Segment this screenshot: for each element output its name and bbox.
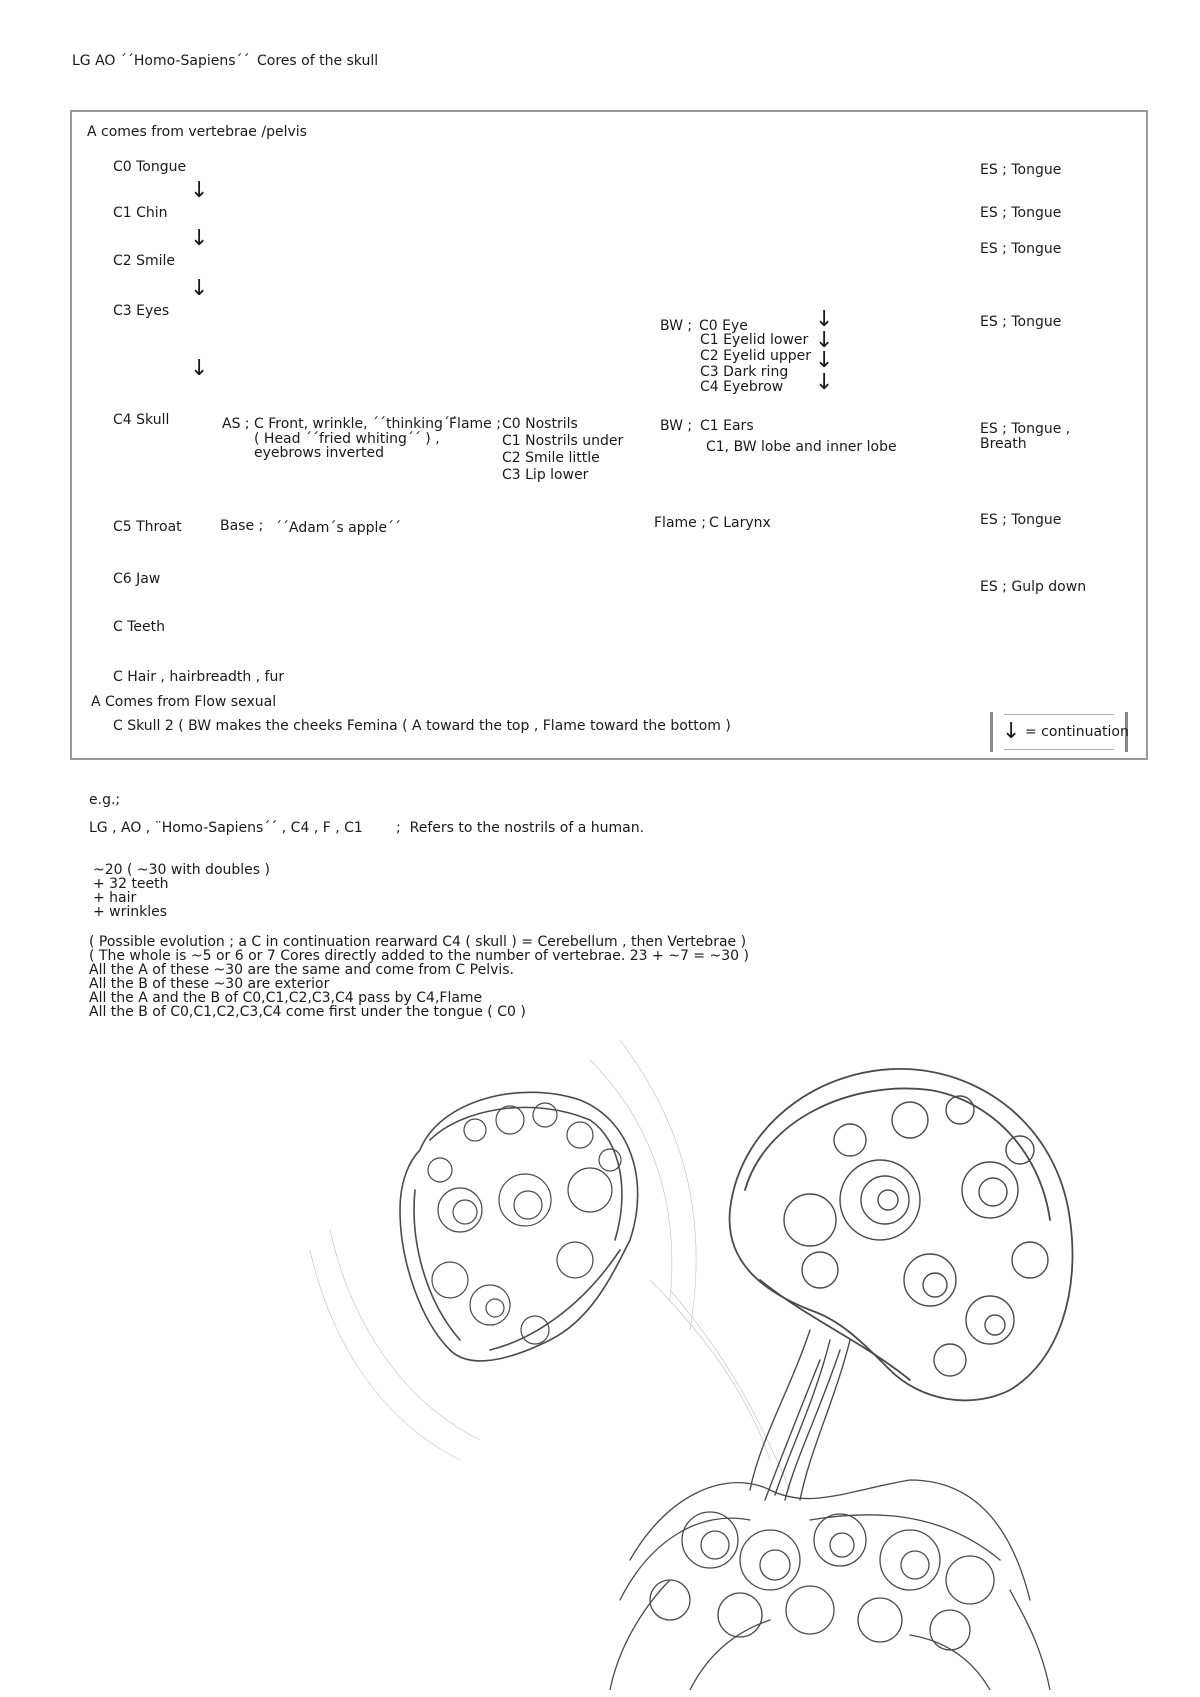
flame-skull-item: C2 Smile little (502, 450, 600, 466)
es-c4-breath: Breath (980, 436, 1027, 452)
bw-eye-item: C3 Dark ring (700, 364, 789, 380)
es-c6: ES ; Gulp down (980, 579, 1087, 595)
continuation-arrow: ↓ (190, 276, 209, 301)
as-skull-prefix: AS ; (222, 416, 250, 432)
bw-skull-ears: C1 Ears (700, 418, 754, 434)
es-c4: ES ; Tongue , (980, 421, 1071, 437)
example-meaning: ; Refers to the nostrils of a human. (396, 820, 645, 836)
flow-note: A Comes from Flow sexual (91, 694, 277, 710)
bw-eye-item: C0 Eye (699, 318, 748, 334)
bw-skull-lobe: C1, BW lobe and inner lobe (706, 439, 897, 455)
continuation-arrow: ↓ (815, 328, 834, 353)
as-skull-line: eyebrows inverted (254, 445, 385, 461)
larynx: C Larynx (709, 515, 771, 531)
core-c4: C4 Skull (113, 412, 170, 428)
adams-apple: ´´Adam´s apple´´ (275, 520, 402, 536)
note-line: All the A and the B of C0,C1,C2,C3,C4 pass by C4,Flame (89, 990, 483, 1006)
core-c0: C0 Tongue (113, 159, 187, 175)
note-line: ( The whole is ~5 or 6 or 7 Cores directly added to the number of vertebrae. 23 + ~7 = ~30 ) (89, 948, 749, 964)
core-teeth: C Teeth (113, 619, 165, 635)
example-code: LG , AO , ¨Homo-Sapiens´´ , C4 , F , C1 (89, 820, 363, 836)
continuation-arrow: ↓ (815, 348, 834, 373)
es-c3: ES ; Tongue (980, 314, 1062, 330)
es-c1: ES ; Tongue (980, 205, 1062, 221)
count-line: + wrinkles (93, 904, 168, 920)
core-c1: C1 Chin (113, 205, 168, 221)
page-title: Cores of the skull (257, 53, 379, 69)
as-skull-line: ( Head ´´fried whiting´´ ) , (254, 431, 440, 447)
es-c2: ES ; Tongue (980, 241, 1062, 257)
bw-eye-item: C4 Eyebrow (700, 379, 784, 395)
example-label: e.g.; (89, 792, 121, 808)
count-line: + 32 teeth (93, 876, 169, 892)
flame-skull-prefix: Flame ; (449, 416, 501, 432)
table-intro: A comes from vertebrae /pelvis (87, 124, 307, 140)
note-line: All the A of these ~30 are the same and come from C Pelvis. (89, 962, 514, 978)
continuation-arrow: ↓ (815, 307, 834, 332)
skull-sketch-illustration (290, 1040, 1140, 1690)
continuation-arrow: ↓ (190, 356, 209, 381)
bw-eye-item: C1 Eyelid lower (700, 332, 809, 348)
bw-eye-item: C2 Eyelid upper (700, 348, 812, 364)
skull-2-note: C Skull 2 ( BW makes the cheeks Femina ( A toward the top , Flame toward the bottom ) (113, 718, 731, 734)
continuation-arrow: ↓ (815, 370, 834, 395)
core-c2: C2 Smile (113, 253, 176, 269)
legend-text: = continuation (1025, 724, 1129, 740)
header-code: LG AO ´´Homo-Sapiens´´ (72, 53, 250, 69)
flame-throat-prefix: Flame ; (654, 515, 706, 531)
flame-skull-item: C1 Nostrils under (502, 433, 624, 449)
bw-eye-prefix: BW ; (660, 318, 693, 334)
core-hair: C Hair , hairbreadth , fur (113, 669, 285, 685)
count-line: ~20 ( ~30 with doubles ) (93, 862, 270, 878)
core-c5: C5 Throat (113, 519, 182, 535)
continuation-arrow: ↓ (190, 226, 209, 251)
note-line: All the B of these ~30 are exterior (89, 976, 330, 992)
continuation-arrow: ↓ (190, 178, 209, 203)
es-c5: ES ; Tongue (980, 512, 1062, 528)
base-throat-prefix: Base ; (220, 518, 264, 534)
legend-arrow: ↓ (1002, 719, 1021, 744)
bw-skull-prefix: BW ; (660, 418, 693, 434)
note-line: ( Possible evolution ; a C in continuation rearward C4 ( skull ) = Cerebellum , then Vertebrae ) (89, 934, 747, 950)
es-c0: ES ; Tongue (980, 162, 1062, 178)
flame-skull-item: C3 Lip lower (502, 467, 589, 483)
continuation-legend (990, 712, 1128, 752)
core-c3: C3 Eyes (113, 303, 170, 319)
count-line: + hair (93, 890, 137, 906)
note-line: All the B of C0,C1,C2,C3,C4 come first under the tongue ( C0 ) (89, 1004, 526, 1020)
flame-skull-item: C0 Nostrils (502, 416, 578, 432)
core-c6: C6 Jaw (113, 571, 161, 587)
as-skull-line: C Front, wrinkle, ´´thinking´´ (254, 416, 457, 432)
